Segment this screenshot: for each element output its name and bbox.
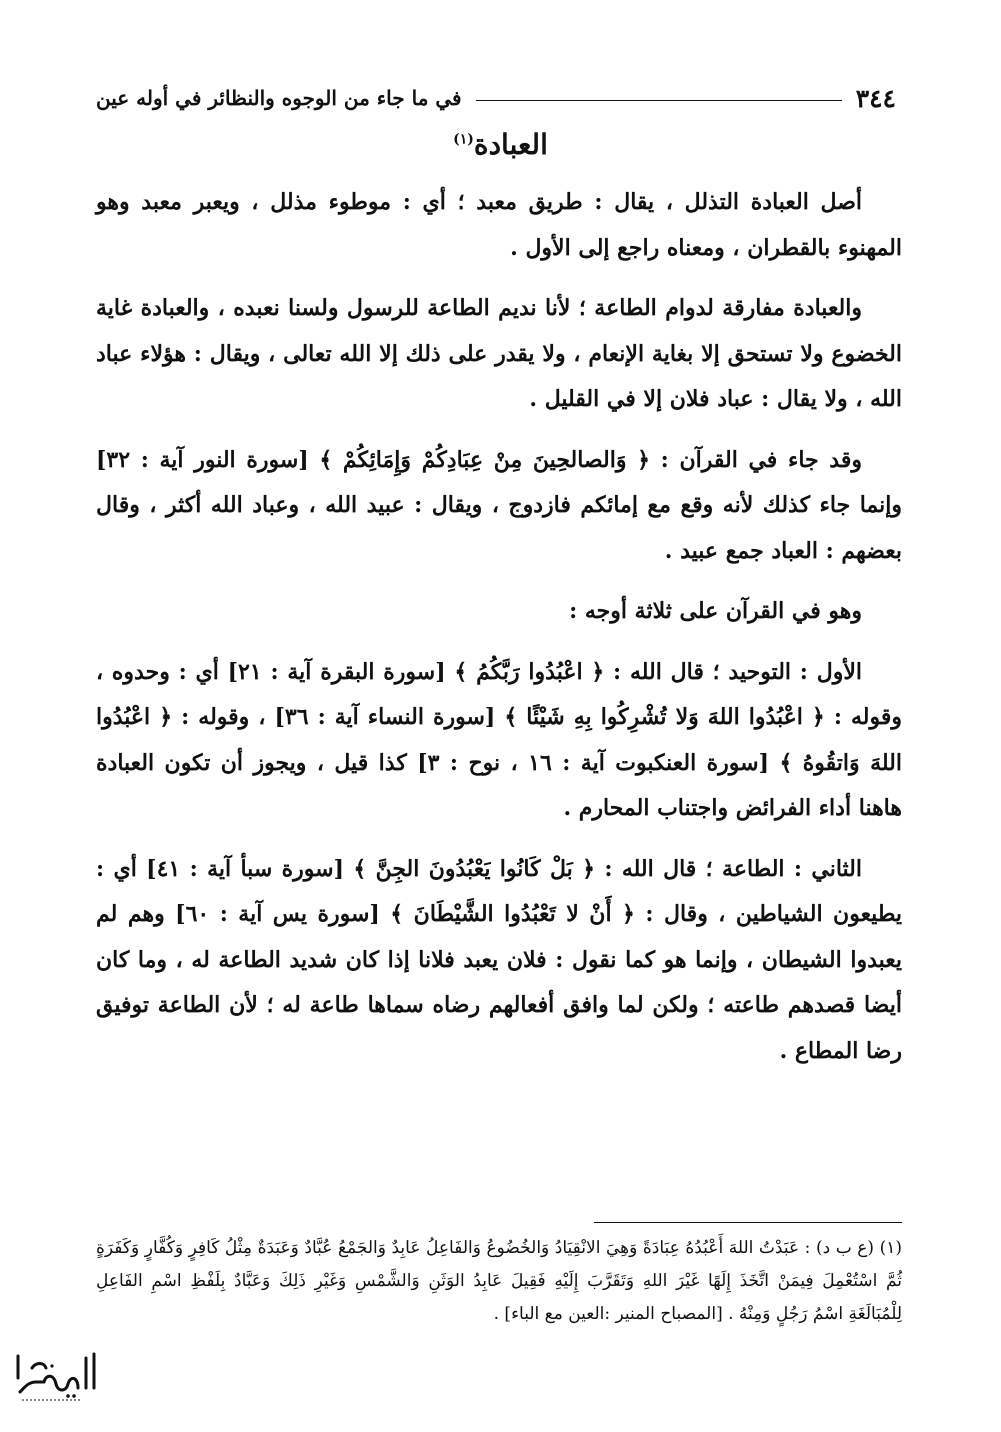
running-header bbox=[96, 78, 896, 118]
footnote-divider bbox=[594, 1222, 902, 1223]
header-rule bbox=[476, 100, 842, 101]
footnote-reference: (١) bbox=[453, 131, 474, 148]
paragraph-second-aspect: الثاني : الطاعة ؛ قال الله : ﴿ بَلْ كَانُوا يَعْبُدُونَ الجِنَّ ﴾ [سورة سبأ آية : ٤١] أي : يطيعون الشياطين ، وقال : ﴿ أَنْ لا تَعْبُدُوا الشَّيْطَانَ ﴾ [سورة يس آية : ٦٠] وهم لم يعبدوا الشيطان ، وإنما هو كما نقول : فلان يعبد فلانا إذا كان شديد الطاعة له ، وما كان أيضا قصدهم طاعته ؛ ولكن لما وافق أفعالهم رضاه سماها طاعة له ؛ لأن الطاعة توفيق رضا المطاع . bbox=[96, 855, 902, 1064]
paragraph-quran-usage: وقد جاء في القرآن : ﴿ وَالصالحِينَ مِنْ عِبَادِكُمْ وَإِمَائِكُمْ ﴾ [سورة النور آية : ٣٢] وإنما جاء كذلك لأنه وقع مع إمائكم فازدوج ، ويقال : عبيد الله ، وعباد الله أكثر ، وقال بعضهم : العباد جمع عبيد . bbox=[96, 446, 902, 564]
page-number: ٣٤٤ bbox=[855, 83, 896, 113]
footnote bbox=[96, 1232, 902, 1331]
paragraph-three-aspects: وهو في القرآن على ثلاثة أوجه : bbox=[569, 598, 862, 624]
body-text bbox=[96, 180, 902, 1089]
publisher-logo bbox=[8, 1348, 100, 1406]
section-title-text: العبادة bbox=[473, 128, 548, 161]
paragraph-difference: والعبادة مفارقة لدوام الطاعة ؛ لأنا نديم الطاعة للرسول ولسنا نعبده ، والعبادة غاية الخضوع ولا تستحق إلا بغاية الإنعام ، ولا يقدر على ذلك إلا الله تعالى ، ويقال : هؤلاء عباد الله ، ولا يقال : عباد فلان إلا في القليل . bbox=[96, 295, 902, 412]
section-title bbox=[0, 128, 1001, 161]
running-title: في ما جاء من الوجوه والنظائر في أوله عين bbox=[96, 86, 462, 110]
paragraph-origin: أصل العبادة التذلل ، يقال : طريق معبد ؛ أي : موطوء مذلل ، ويعبر معبد وهو المهنوء بالقطران ، ومعناه راجع إلى الأول . bbox=[96, 189, 902, 261]
footnote-text: (١) (ع ب د) : عَبَدْتُ اللهَ أَعْبُدُهُ عِبَادَةً وَهِيَ الانْقِيَادُ وَالخُضُوعُ وَالفَاعِلُ عَابِدٌ وَالجَمْعُ عُبَّادٌ وَعَبَدَةٌ مِثْلُ كَافِرٍ وَكُفَّارٍ وَكَفَرَةٍ ثُمَّ اسْتُعْمِلَ فِيمَنْ اتَّخَذَ إِلَهًا غَيْرَ اللهِ وَتَقَرَّبَ إِلَيْهِ فَقِيلَ عَابِدُ الوَثَنِ وَالشَّمْسِ وَغَيْرِ ذَلِكَ وَعَبَّادٌ بِلَفْظِ اسْمِ الفَاعِلِ لِلْمُبَالَغَةِ اسْمُ رَجُلٍ وَمِنْهُ . [المصباح المنير :العين مع الباء] . bbox=[96, 1238, 902, 1324]
paragraph-first-aspect: الأول : التوحيد ؛ قال الله : ﴿ اعْبُدُوا رَبَّكُمُ ﴾ [سورة البقرة آية : ٢١] أي : وحدوه ، وقوله : ﴿ اعْبُدُوا اللهَ وَلا تُشْرِكُوا بِهِ شَيْئًا ﴾ [سورة النساء آية : ٣٦] ، وقوله : ﴿ اعْبُدُوا اللهَ وَاتقُوهُ ﴾ [سورة العنكبوت آية : ١٦ ، نوح : ٣] كذا قيل ، ويجوز أن تكون العبادة هاهنا أداء الفرائض واجتناب المحارم . bbox=[96, 658, 903, 821]
